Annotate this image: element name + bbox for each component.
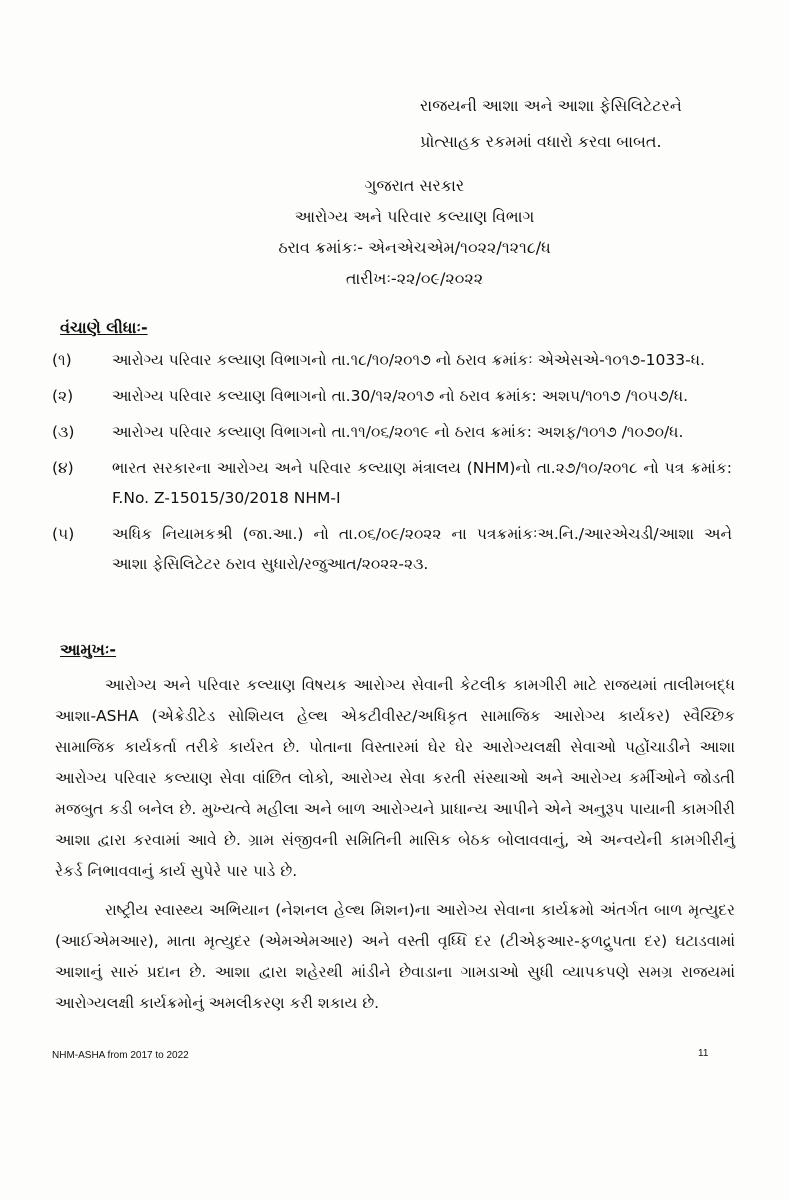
preamble-paragraph: આરોગ્ય અને પરિવાર કલ્યાણ વિષયક આરોગ્ય સેવાની કેટલીક કામગીરી માટે રાજયમાં તાલીમબદ્ધ આશા-ASHA (એક્રેડીટેડ સોશિયલ હેલ્થ એકટીવીસ્ટ/અધિકૃત સામાજિક આરોગ્ય કાર્યકર) સ્વૈચ્છિક સામાજિક કાર્યકર્તા તરીકે કાર્યરત છે. પોતાના વિસ્તારમાં ઘેર ઘેર આરોગ્યલક્ષી સેવાઓ પહોંચાડીને આશા આરોગ્ય પરિવાર કલ્યાણ સેવા વાંછિત લોકો, આરોગ્ય સેવા કરતી સંસ્થાઓ અને આરોગ્ય કર્મીઓને જોડતી મજબુત કડી બનેલ છે. મુખ્યત્વે મહીલા અને બાળ આરોગ્યને પ્રાધાન્ય આપીને એને અનુરૂપ પાયાની કામગીરી આશા દ્વારા કરવામાં આવે છે. ગ્રામ સંજીવની સમિતિની માસિક બેઠક બોલાવવાનું, એ અન્વયેની કામગીરીનું રેકર્ડ નિભાવવાનું કાર્ય સુપેરે પાર પાડે છે. [55,676,735,880]
page-number: 11 [698,1048,709,1059]
reference-item [52,381,732,411]
department-name: આરોગ્ય અને પરિવાર કલ્યાણ વિભાગ [294,207,535,226]
reference-number: (૨) [52,387,74,405]
subject-line-2: પ્રોત્સાહક રકમમાં વધારો કરવા બાબત. [420,132,662,151]
footer-note: NHM-ASHA from 2017 to 2022 [52,1050,189,1061]
preamble-body [55,670,735,1027]
reference-text: આરોગ્ય પરિવાર કલ્યાણ વિભાગનો તા.30/૧૨/૨૦૧૭ નો ઠરાવ ક્રમાંક: અશપ/૧૦૧૭ /૧૦૫૭/ધ. [112,387,689,405]
reference-item [52,417,732,447]
reference-number: (૫) [52,525,75,543]
read-heading: વંચાણે લીધાઃ- [60,318,148,337]
preamble-paragraph: રાષ્ટ્રીય સ્વાસ્થ્ય અભિયાન (નેશનલ હેલ્થ મિશન)ના આરોગ્ય સેવાના કાર્યક્રમો અંતર્ગત બાળ મૃત્યુદર (આઈએમઆર), માતા મૃત્યુદર (એમએમઆર) અને વસ્તી વૃધ્ધિ દર (ટીએફઆર-ફળદ્રુપતા દર) ઘટાડવામાં આશાનું સારું પ્રદાન છે. આશા દ્વારા શહેરથી માંડીને છેવાડાના ગામડાઓ સુધી વ્યાપકપણે સમગ્ર રાજયમાં આરોગ્યલક્ષી કાર્યક્રમોનું અમલીકરણ કરી શકાય છે. [55,901,735,1012]
resolution-number: ઠરાવ ક્રમાંકઃ- એનએચએમ/૧૦૨૨/૧૨૧૮/ધ [278,238,551,257]
government-name: ગુજરાત સરકાર [364,176,465,195]
reference-item [52,345,732,375]
document-header [0,170,789,294]
reference-text: આરોગ્ય પરિવાર કલ્યાણ વિભાગનો તા.૧૧/૦૬/૨૦૧૯ નો ઠરાવ ક્રમાંક: અશફ/૧૦૧૭ /૧૦૭૦/ધ. [112,423,684,441]
reference-text: આરોગ્ય પરિવાર કલ્યાણ વિભાગનો તા.૧૮/૧૦/૨૦૧૭ નો ઠરાવ ક્રમાંકઃ એએસએ-૧૦૧૭-1033-ધ. [112,351,705,369]
reference-list [52,345,732,585]
reference-number: (૪) [52,459,74,477]
reference-text: ભારત સરકારના આરોગ્ય અને પરિવાર કલ્યાણ મંત્રાલય (NHM)નો તા.૨૭/૧૦/૨૦૧૮ નો પત્ર ક્રમાંક: F.No. Z-15015/30/2018 NHM-I [112,459,732,507]
reference-item [52,519,732,579]
subject-block [420,88,760,160]
preamble-heading: આમુખઃ- [60,640,117,659]
reference-text: અધિક નિયામકશ્રી (જા.આ.) નો તા.૦૬/૦૯/૨૦૨૨ ના પત્રક્રમાંકઃઅ.નિ./આરએચડી/આશા અને આશા ફેસિલિટેટર ઠરાવ સુધારો/રજુઆત/૨૦૨૨-૨૩. [112,525,732,573]
reference-number: (૧) [52,351,72,369]
reference-number: (૩) [52,423,75,441]
reference-item [52,453,732,513]
subject-line-1: રાજયની આશા અને આશા ફેસિલિટેટરને [420,96,682,115]
resolution-date: તારીખઃ-૨૨/૦૯/૨૦૨૨ [345,269,484,288]
